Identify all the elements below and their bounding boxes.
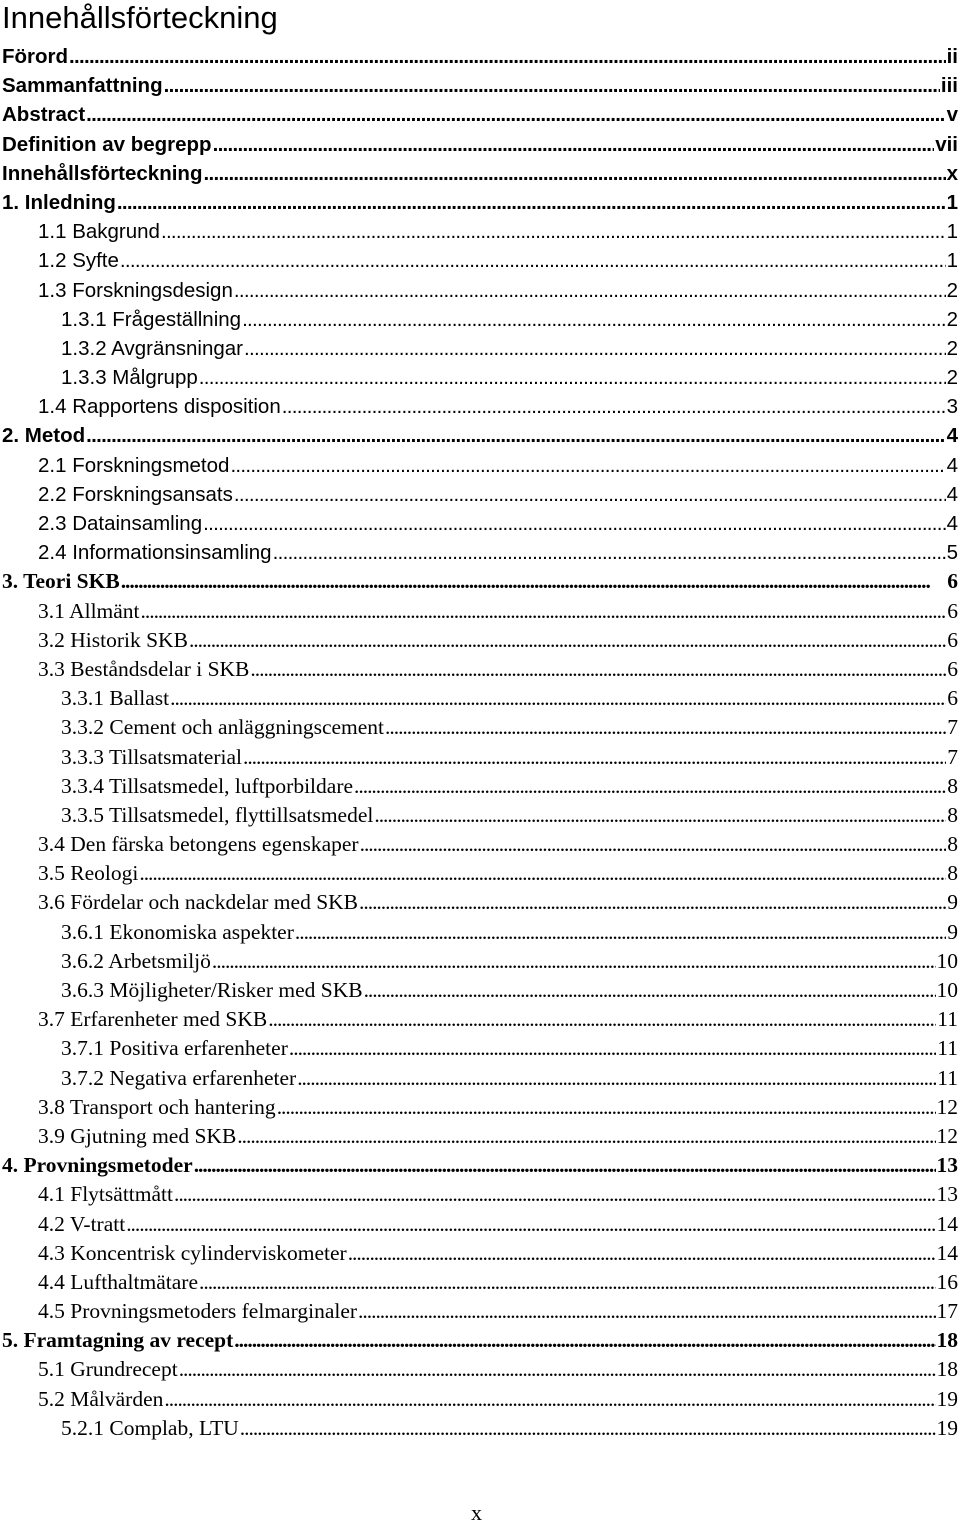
toc-entry-label: 3.6 Fördelar och nackdelar med SKB <box>38 890 359 915</box>
toc-entry-page: 9 <box>947 890 958 915</box>
toc-entry-page: 2 <box>946 278 958 302</box>
page-title: Innehållsförteckning <box>2 0 278 35</box>
toc-entry-label: 3.3 Beståndsdelar i SKB <box>38 656 250 681</box>
toc-entry-label: 3.7.2 Negativa erfarenheter <box>61 1065 297 1090</box>
toc-entry-page: 13 <box>936 1182 958 1207</box>
toc-entry-label: Definition av begrepp <box>2 132 212 156</box>
toc-entry-label: 3.2 Historik SKB <box>38 627 188 652</box>
toc-entry-label: 2.3 Datainsamling <box>38 512 203 535</box>
toc-entry-label: 3.5 Reologi <box>38 861 139 886</box>
toc-entry-page: 2 <box>946 366 958 390</box>
toc-dot-leader <box>243 743 946 772</box>
toc-entry-5-2[interactable] <box>0 1385 960 1414</box>
toc-entry-page: 18 <box>936 1328 958 1353</box>
toc-entry-page: 17 <box>936 1299 958 1324</box>
toc-entry-label: Innehållsförteckning <box>2 161 203 185</box>
toc-entry-page: 10 <box>936 978 958 1002</box>
toc-dot-leader <box>170 684 946 713</box>
toc-entry-page: 16 <box>936 1269 958 1294</box>
toc-entry-3-3-1[interactable] <box>0 684 960 713</box>
toc-dot-leader <box>164 71 940 100</box>
toc-entry-page: 8 <box>947 802 958 827</box>
toc-dot-leader <box>199 363 946 392</box>
toc-entry-page: 18 <box>936 1357 958 1382</box>
toc-entry-page: 6 <box>947 627 958 652</box>
toc-entry-5-1[interactable] <box>0 1355 960 1384</box>
toc-entry-label: 3.6.3 Möjligheter/Risker med SKB <box>61 978 363 1002</box>
toc-dot-leader <box>354 772 946 801</box>
toc-entry-page: 6 <box>947 656 958 681</box>
toc-entry-label: 4.3 Koncentrisk cylinderviskometer <box>38 1240 347 1265</box>
toc-entry-page: 1 <box>946 190 958 214</box>
toc-dot-leader <box>242 305 946 334</box>
toc-entry-page: 6 <box>947 569 958 594</box>
toc-entry-forord[interactable] <box>0 42 960 71</box>
toc-entry-3-teori-skb[interactable] <box>0 567 960 596</box>
toc-entry-1-3-3[interactable] <box>0 363 960 392</box>
toc-entry-label: 4.5 Provningsmetoders felmarginaler <box>38 1299 358 1324</box>
toc-entry-label: 3.8 Transport och hantering <box>38 1094 276 1119</box>
toc-dot-leader <box>295 918 946 947</box>
toc-dot-leader <box>348 1239 936 1268</box>
toc-entry-page: 8 <box>947 832 958 857</box>
toc-entry-page: 7 <box>947 744 958 769</box>
toc-entry-page: iii <box>940 74 958 98</box>
toc-entry-page: 8 <box>947 861 958 886</box>
toc-entry-page: 4 <box>946 424 958 448</box>
toc-entry-page: vii <box>935 132 958 156</box>
toc-dot-leader <box>297 1064 936 1093</box>
toc-dot-leader <box>360 830 947 859</box>
toc-entry-label: 1.2 Syfte <box>38 249 119 273</box>
toc-entry-3-3-3[interactable] <box>0 743 960 772</box>
toc-entry-label: 1.3 Forskningsdesign <box>38 278 233 302</box>
toc-entry-3-8[interactable] <box>0 1093 960 1122</box>
toc-entry-4-5[interactable] <box>0 1297 960 1326</box>
toc-entry-2-3[interactable] <box>0 509 960 538</box>
toc-entry-label: 1.1 Bakgrund <box>38 220 160 244</box>
toc-entry-1-3-1[interactable] <box>0 305 960 334</box>
toc-entry-3-6-2[interactable] <box>0 947 960 976</box>
toc-entry-page: 11 <box>937 1065 958 1090</box>
toc-entry-label: 3.6.2 Arbetsmiljö <box>61 948 211 973</box>
toc-dot-leader <box>237 1122 935 1151</box>
toc-dot-leader <box>250 655 946 684</box>
toc-dot-leader <box>117 188 946 217</box>
toc-entry-label: Sammanfattning <box>2 74 163 98</box>
toc-dot-leader <box>121 567 947 596</box>
toc-entry-label: 2.2 Forskningsansats <box>38 482 233 506</box>
toc-entry-label: 3.3.3 Tillsatsmaterial <box>61 744 242 769</box>
toc-entry-label: 2.4 Informationsinsamling <box>38 541 272 565</box>
toc-dot-leader <box>161 217 946 246</box>
toc-entry-label: 3.1 Allmänt <box>38 598 140 623</box>
toc-entry-label: 3.3.4 Tillsatsmedel, luftporbildare <box>61 773 354 798</box>
toc-entry-page: 14 <box>936 1211 958 1236</box>
toc-dot-leader <box>194 1151 936 1180</box>
toc-dot-leader <box>86 100 945 129</box>
toc-dot-leader <box>358 1297 935 1326</box>
toc-entry-innehallsforteckning[interactable] <box>0 159 960 188</box>
toc-dot-leader <box>189 626 946 655</box>
toc-entry-label: 1.3.1 Frågeställning <box>61 307 242 331</box>
toc-dot-leader <box>282 392 946 421</box>
toc-entry-2-1[interactable] <box>0 451 960 480</box>
toc-entry-page: 19 <box>936 1415 958 1440</box>
toc-entry-4-provningsmetoder[interactable] <box>0 1151 960 1180</box>
toc-entry-1-1[interactable] <box>0 217 960 246</box>
toc-entry-3-3-2[interactable] <box>0 713 960 742</box>
toc-entry-2-4[interactable] <box>0 538 960 567</box>
toc-dot-leader <box>174 1180 936 1209</box>
toc-entry-3-7[interactable] <box>0 1005 960 1034</box>
toc-dot-leader <box>234 1326 935 1355</box>
toc-entry-page: v <box>946 103 958 127</box>
toc-entry-page: 3 <box>946 395 958 419</box>
toc-entry-label: 1. Inledning <box>2 190 116 214</box>
toc-entry-3-3[interactable] <box>0 655 960 684</box>
toc-dot-leader <box>234 276 946 305</box>
toc-entry-3-2[interactable] <box>0 626 960 655</box>
toc-entry-3-4[interactable] <box>0 830 960 859</box>
toc-entry-label: 3.7.1 Positiva erfarenheter <box>61 1036 288 1061</box>
toc-entry-page: 10 <box>936 948 958 973</box>
toc-dot-leader <box>212 947 936 976</box>
toc-entry-page: 6 <box>947 598 958 623</box>
toc-entry-5-2-1[interactable] <box>0 1414 960 1443</box>
toc-entry-4-3[interactable] <box>0 1239 960 1268</box>
toc-entry-label: 3.4 Den färska betongens egenskaper <box>38 832 359 857</box>
toc-entry-label: 3.3.2 Cement och anläggningscement <box>61 715 385 740</box>
toc-entry-3-1[interactable] <box>0 597 960 626</box>
toc-entry-page: 6 <box>947 686 958 711</box>
page-number: x <box>471 1500 482 1525</box>
toc-entry-page: 12 <box>936 1094 958 1119</box>
toc-entry-label: 4.1 Flytsättmått <box>38 1182 173 1207</box>
toc-entry-4-4[interactable] <box>0 1268 960 1297</box>
toc-entry-page: 7 <box>947 715 958 740</box>
toc-entry-page: 4 <box>946 512 958 535</box>
toc-dot-leader <box>230 451 945 480</box>
toc-entry-3-3-4[interactable] <box>0 772 960 801</box>
toc-dot-leader <box>240 1414 936 1443</box>
toc-entry-page: 9 <box>947 919 958 944</box>
toc-entry-page: 14 <box>936 1240 958 1265</box>
toc-entry-page: 8 <box>947 773 958 798</box>
toc-dot-leader <box>139 859 946 888</box>
toc-entry-page: 11 <box>937 1036 958 1061</box>
toc-entry-label: 2. Metod <box>2 424 86 448</box>
toc-dot-leader <box>213 130 935 159</box>
toc-entry-1-3[interactable] <box>0 276 960 305</box>
toc-dot-leader <box>164 1385 935 1414</box>
toc-entry-label: Abstract <box>2 103 86 127</box>
toc-dot-leader <box>364 976 936 1005</box>
toc-dot-leader <box>179 1355 936 1384</box>
toc-entry-4-1[interactable] <box>0 1180 960 1209</box>
toc-dot-leader <box>385 713 946 742</box>
toc-entry-page: 1 <box>946 249 958 273</box>
toc-dot-leader <box>203 159 945 188</box>
toc-entry-3-6-3[interactable] <box>0 976 960 1005</box>
toc-dot-leader <box>199 1268 936 1297</box>
toc-entry-3-7-1[interactable] <box>0 1034 960 1063</box>
toc-entry-3-6-1[interactable] <box>0 918 960 947</box>
toc-entry-label: 1.3.3 Målgrupp <box>61 366 198 390</box>
toc-entry-definition-av-begrepp[interactable] <box>0 130 960 159</box>
toc-entry-1-inledning[interactable] <box>0 188 960 217</box>
toc-entry-page: 2 <box>946 307 958 331</box>
toc-entry-label: 3.9 Gjutning med SKB <box>38 1123 237 1148</box>
toc-entry-label: 5.2.1 Complab, LTU <box>61 1415 239 1440</box>
toc-entry-page: 12 <box>936 1123 958 1148</box>
toc-dot-leader <box>273 538 946 567</box>
toc-entry-2-2[interactable] <box>0 480 960 509</box>
toc-entry-label: 3. Teori SKB <box>2 569 120 594</box>
toc-entry-label: 1.4 Rapportens disposition <box>38 395 281 419</box>
toc-entry-page: 5 <box>946 541 958 565</box>
toc-entry-page: 11 <box>937 1007 958 1032</box>
toc-dot-leader <box>359 888 946 917</box>
toc-entry-label: 2.1 Forskningsmetod <box>38 453 230 477</box>
toc-entry-2-metod[interactable] <box>0 421 960 450</box>
toc-entry-label: Förord <box>2 45 69 68</box>
table-of-contents <box>0 42 960 1443</box>
toc-entry-4-2[interactable] <box>0 1210 960 1239</box>
toc-entry-page: 4 <box>946 482 958 506</box>
toc-entry-label: 4.2 V-tratt <box>38 1211 126 1236</box>
toc-dot-leader <box>277 1093 936 1122</box>
toc-entry-page: 19 <box>936 1386 958 1411</box>
toc-entry-3-3-5[interactable] <box>0 801 960 830</box>
toc-dot-leader <box>268 1005 936 1034</box>
toc-entry-label: 3.7 Erfarenheter med SKB <box>38 1007 268 1032</box>
toc-dot-leader <box>203 509 946 538</box>
toc-entry-1-3-2[interactable] <box>0 334 960 363</box>
toc-entry-abstract[interactable] <box>0 100 960 129</box>
toc-entry-label: 5.2 Målvärden <box>38 1386 164 1411</box>
toc-entry-label: 3.3.1 Ballast <box>61 686 170 711</box>
toc-entry-page: 13 <box>936 1153 958 1178</box>
toc-entry-label: 5. Framtagning av recept <box>2 1328 234 1353</box>
toc-entry-label: 3.3.5 Tillsatsmedel, flyttillsatsmedel <box>61 802 374 827</box>
toc-dot-leader <box>374 801 946 830</box>
toc-entry-page: x <box>946 161 958 185</box>
toc-entry-sammanfattning[interactable] <box>0 71 960 100</box>
toc-dot-leader <box>141 597 947 626</box>
toc-dot-leader <box>244 334 946 363</box>
toc-dot-leader <box>234 480 946 509</box>
toc-entry-label: 3.6.1 Ekonomiska aspekter <box>61 919 294 944</box>
toc-entry-label: 4.4 Lufthaltmätare <box>38 1269 198 1294</box>
toc-entry-3-7-2[interactable] <box>0 1064 960 1093</box>
toc-dot-leader <box>289 1034 936 1063</box>
toc-dot-leader <box>126 1210 935 1239</box>
toc-entry-3-9[interactable] <box>0 1122 960 1151</box>
toc-entry-page: ii <box>946 45 958 68</box>
toc-dot-leader <box>120 246 946 275</box>
toc-entry-page: 4 <box>946 453 958 477</box>
toc-entry-3-5[interactable] <box>0 859 960 888</box>
toc-entry-label: 1.3.2 Avgränsningar <box>61 336 243 360</box>
toc-entry-page: 1 <box>946 220 958 244</box>
toc-dot-leader <box>69 42 946 71</box>
toc-entry-3-6[interactable] <box>0 888 960 917</box>
toc-dot-leader <box>86 421 945 450</box>
toc-entry-label: 4. Provningsmetoder <box>2 1153 193 1178</box>
toc-entry-1-2[interactable] <box>0 246 960 275</box>
toc-entry-page: 2 <box>946 336 958 360</box>
toc-entry-1-4[interactable] <box>0 392 960 421</box>
toc-entry-5-framtagning-av-recept[interactable] <box>0 1326 960 1355</box>
toc-entry-label: 5.1 Grundrecept <box>38 1357 178 1382</box>
